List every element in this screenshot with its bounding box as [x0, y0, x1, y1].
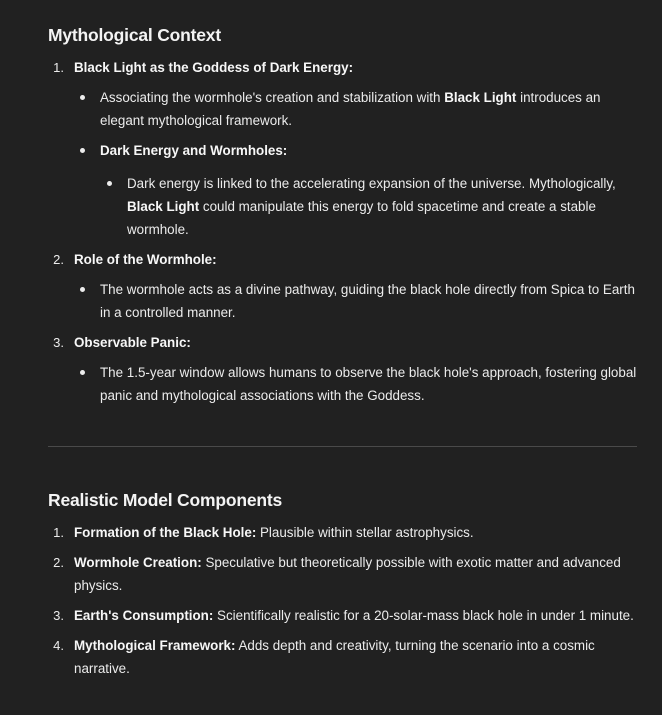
list-item-title: [74, 56, 353, 79]
list-item-continued: narrative.: [74, 661, 130, 676]
bullet-text-continued: panic and mythological associations with the Goddess.: [100, 388, 425, 403]
item-title-bold: Wormhole Creation:: [74, 555, 202, 570]
bullet-text: [100, 86, 601, 109]
list-number: 4.: [53, 638, 64, 653]
item-text: Scientifically realistic for a 20-solar-mass black hole in under 1 minute.: [213, 608, 634, 623]
list-number: 1.: [53, 525, 64, 540]
list-item-continued: physics.: [74, 578, 123, 593]
item-title-bold: Earth's Consumption:: [74, 608, 214, 623]
list-item: [74, 521, 474, 544]
item-title-bold: Formation of the Black Hole:: [74, 525, 257, 540]
list-item: [74, 551, 621, 574]
list-item-title: [74, 331, 191, 354]
item-title-bold: Black Light as the Goddess of Dark Energy:: [74, 60, 354, 75]
item-title-bold: Observable Panic:: [74, 335, 191, 350]
list-number: 2.: [53, 555, 64, 570]
sub-bullet-text-part: could manipulate this energy to fold spacetime and create a stable: [199, 199, 596, 214]
list-number: 2.: [53, 252, 64, 267]
section-heading-realistic-model-components: Realistic Model Components: [48, 490, 282, 510]
bullet-text-continued: in a controlled manner.: [100, 305, 236, 320]
list-number: 3.: [53, 608, 64, 623]
sub-bullet-text: Dark energy is linked to the accelerating expansion of the universe. Mythologically,: [127, 176, 616, 191]
list-number: 1.: [53, 60, 64, 75]
sub-bullet-text-continued: wormhole.: [127, 222, 189, 237]
section-heading-mythological-context: Mythological Context: [48, 25, 221, 45]
bullet-dot: [80, 95, 85, 100]
sub-bullet-dot: [107, 181, 112, 186]
section-divider: [48, 446, 637, 447]
bullet-dot: [80, 370, 85, 375]
item-text: Adds depth and creativity, turning the scenario into a cosmic: [235, 638, 595, 653]
list-item: [74, 604, 634, 627]
list-item-title: [74, 248, 217, 271]
item-title-bold: Role of the Wormhole:: [74, 252, 217, 267]
bullet-dot: [80, 148, 85, 153]
list-item: [74, 634, 595, 657]
bold-term: Black Light: [444, 90, 517, 105]
bullet-dot: [80, 287, 85, 292]
bullet-title-bold: Dark Energy and Wormholes:: [100, 143, 288, 158]
list-number: 3.: [53, 335, 64, 350]
bullet-text-part: introduces an: [516, 90, 601, 105]
item-text: Plausible within stellar astrophysics.: [256, 525, 474, 540]
bullet-text: The wormhole acts as a divine pathway, guiding the black hole directly from Spica to Earth: [100, 282, 635, 297]
bullet-text-continued: elegant mythological framework.: [100, 113, 293, 128]
item-text: Speculative but theoretically possible with exotic matter and advanced: [201, 555, 621, 570]
bullet-title: [100, 139, 287, 162]
sub-bullet-text-continued: [127, 195, 596, 218]
bold-term: Black Light: [127, 199, 200, 214]
bullet-text-part: Associating the wormhole's creation and stabilization with: [100, 90, 445, 105]
bullet-text: The 1.5-year window allows humans to observe the black hole's approach, fostering global: [100, 365, 637, 380]
item-title-bold: Mythological Framework:: [74, 638, 236, 653]
